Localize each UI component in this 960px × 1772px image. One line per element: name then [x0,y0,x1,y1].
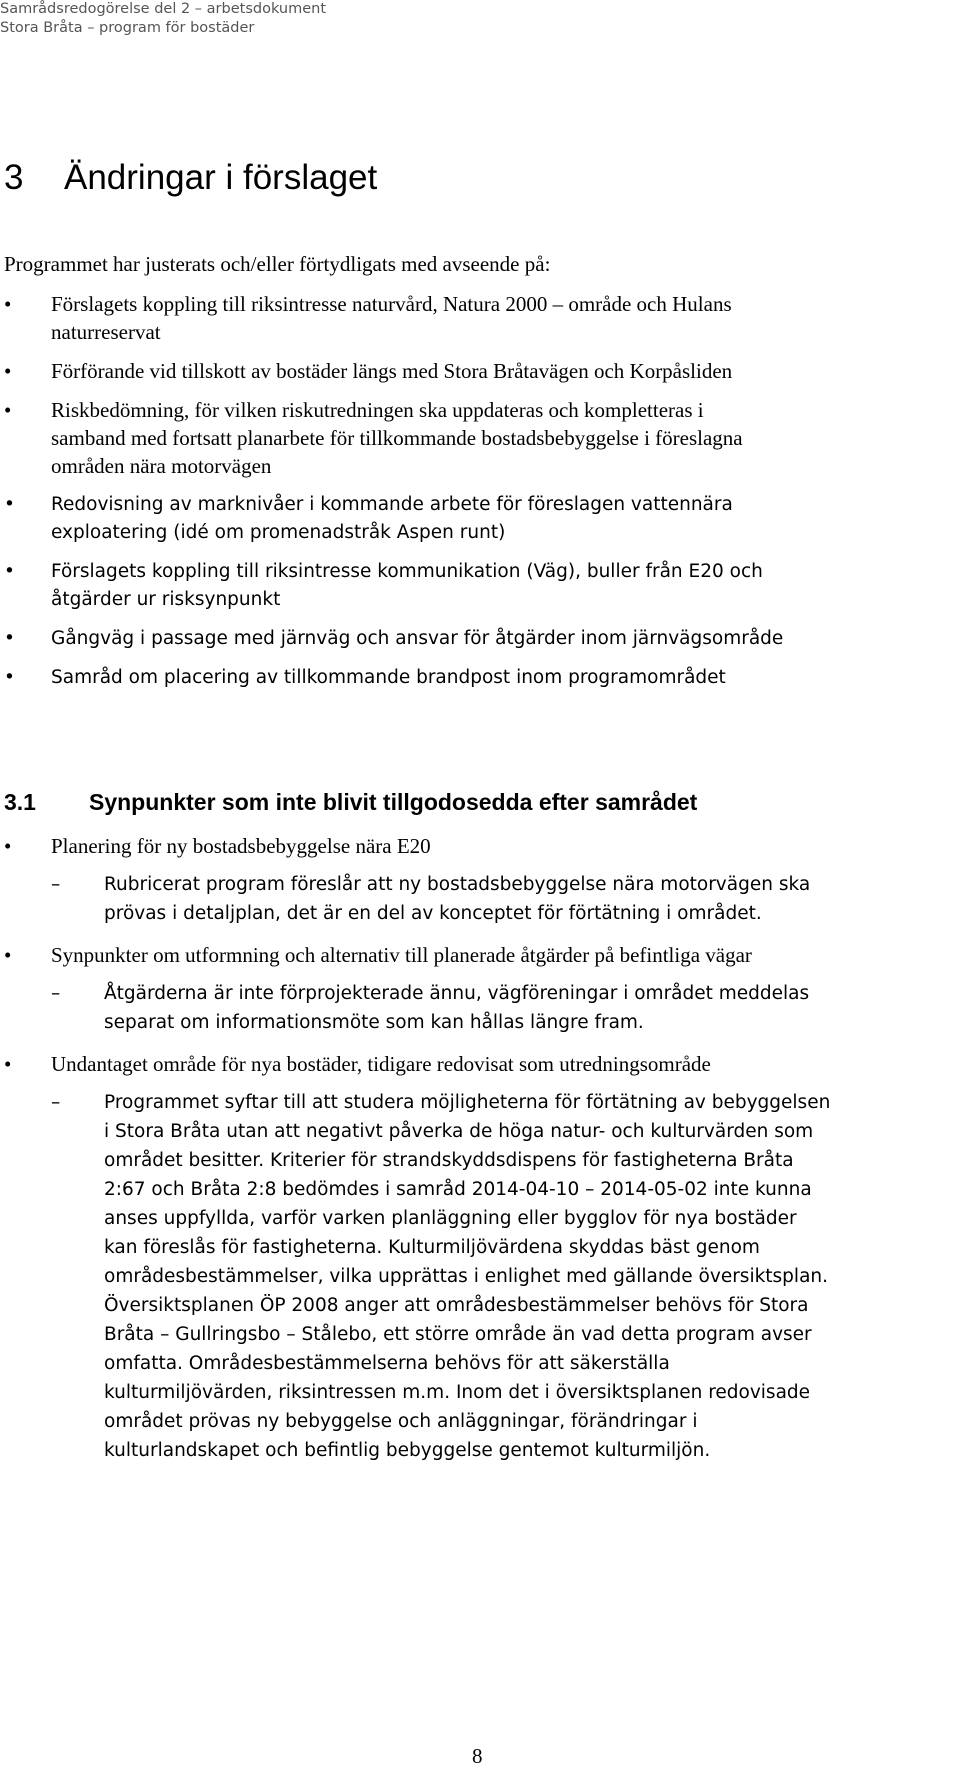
comment-item [0,832,960,860]
list-item-text: Gångväg i passage med järnväg och ansvar för åtgärder inom järnvägsområde [51,628,784,649]
section-title: Synpunkter som inte blivit tillgodosedda efter samrådet [89,789,698,815]
list-item [0,664,960,692]
chapter-title: Ändringar i förslaget [64,158,378,197]
list-item-text: exploatering (idé om promenadstråk Aspen runt) [51,522,506,543]
response-text: Bråta – Gullringsbo – Stålebo, ett större område än vad detta program avser [104,1324,812,1345]
section-number: 3.1 [4,789,36,815]
response-item [0,979,960,1037]
list-item-text: Riskbedömning, för vilken riskutredningen ska uppdateras och kompletteras i [51,398,704,422]
list-item [0,290,960,346]
response-text: kulturmiljövärden, riksintressen m.m. Inom det i översiktsplanen redovisade [104,1382,811,1403]
comment-text: Undantaget område för nya bostäder, tidigare redovisat som utredningsområde [51,1052,711,1076]
bullet-symbol: • [4,1052,12,1076]
bullet-symbol: • [4,834,12,858]
response-text: Översiktsplanen ÖP 2008 anger att områdesbestämmelser behövs för Stora [104,1295,809,1316]
list-item-text: Förförande vid tillskott av bostäder längs med Stora Bråtavägen och Korpåsliden [51,359,733,383]
comment-item [0,941,960,969]
list-item [0,625,960,653]
bullet-symbol: • [4,943,12,967]
list-item-text: åtgärder ur risksynpunkt [51,589,281,610]
response-text: området prövas ny bebyggelse och anläggningar, förändringar i [104,1411,698,1432]
response-text: omfatta. Områdesbestämmelserna behövs för att säkerställa [104,1353,670,1374]
response-text: området besitter. Kriterier för strandskyddsdispens för fastigheterna Bråta [104,1150,794,1171]
dash-symbol: – [51,983,61,1004]
comment-text: Planering för ny bostadsbebyggelse nära E20 [51,834,431,858]
list-item-text: naturreservat [51,320,161,344]
list-item [0,558,960,614]
response-text: anses uppfyllda, varför varken planläggning eller bygglov för nya bostäder [104,1208,797,1229]
comment-item [0,1050,960,1078]
page-number: 8 [472,1744,483,1768]
header-program-title: Stora Bråta – program för bostäder [0,20,255,36]
header-document-title: Samrådsredogörelse del 2 – arbetsdokument [0,1,327,17]
unaddressed-comments-list [0,832,960,1478]
list-item-text: Förslagets koppling till riksintresse kommunikation (Väg), buller från E20 och [51,561,763,582]
response-item [0,1088,960,1465]
response-text: Programmet syftar till att studera möjligheterna för förtätning av bebyggelsen [104,1092,831,1113]
bullet-symbol: • [4,667,15,688]
response-text: kulturlandskapet och befintlig bebyggelse gentemot kulturmiljön. [104,1440,711,1461]
list-item-text: samband med fortsatt planarbete för tillkommande bostadsbebyggelse i föreslagna [51,426,743,450]
response-text: Åtgärderna är inte förprojekterade ännu, vägföreningar i området meddelas [104,983,810,1004]
response-text: separat om informationsmöte som kan hållas längre fram. [104,1012,644,1033]
list-item [0,357,960,385]
list-item [0,491,960,547]
bullet-symbol: • [4,292,12,316]
response-text: 2:67 och Bråta 2:8 bedömdes i samråd 2014-04-10 – 2014-05-02 inte kunna [104,1179,812,1200]
section-heading [4,787,697,817]
dash-symbol: – [51,874,61,895]
bullet-symbol: • [4,494,15,515]
response-item [0,870,960,928]
bullet-symbol: • [4,561,15,582]
list-item [0,396,960,480]
list-item-text: områden nära motorvägen [51,454,272,478]
chapter-heading [4,158,377,198]
response-text: i Stora Bråta utan att negativt påverka de höga natur- och kulturvärden som [104,1121,814,1142]
list-item-text: Samråd om placering av tillkommande brandpost inom programområdet [51,667,726,688]
response-text: prövas i detaljplan, det är en del av konceptet för förtätning i området. [104,903,762,924]
list-item-text: Förslagets koppling till riksintresse naturvård, Natura 2000 – område och Hulans [51,292,732,316]
comment-text: Synpunkter om utformning och alternativ till planerade åtgärder på befintliga vägar [51,943,752,967]
dash-symbol: – [51,1092,61,1113]
intro-paragraph: Programmet har justerats och/eller förtydligats med avseende på: [4,252,551,276]
running-header [0,0,326,38]
change-list [0,290,960,703]
bullet-symbol: • [4,628,15,649]
bullet-symbol: • [4,359,12,383]
response-text: områdesbestämmelser, vilka upprättas i enlighet med gällande översiktsplan. [104,1266,829,1287]
bullet-symbol: • [4,398,12,422]
list-item-text: Redovisning av marknivåer i kommande arbete för föreslagen vattennära [51,494,733,515]
response-text: Rubricerat program föreslår att ny bostadsbebyggelse nära motorvägen ska [104,874,811,895]
chapter-number: 3 [4,158,24,197]
response-text: kan föreslås för fastigheterna. Kulturmiljövärdena skyddas bäst genom [104,1237,760,1258]
